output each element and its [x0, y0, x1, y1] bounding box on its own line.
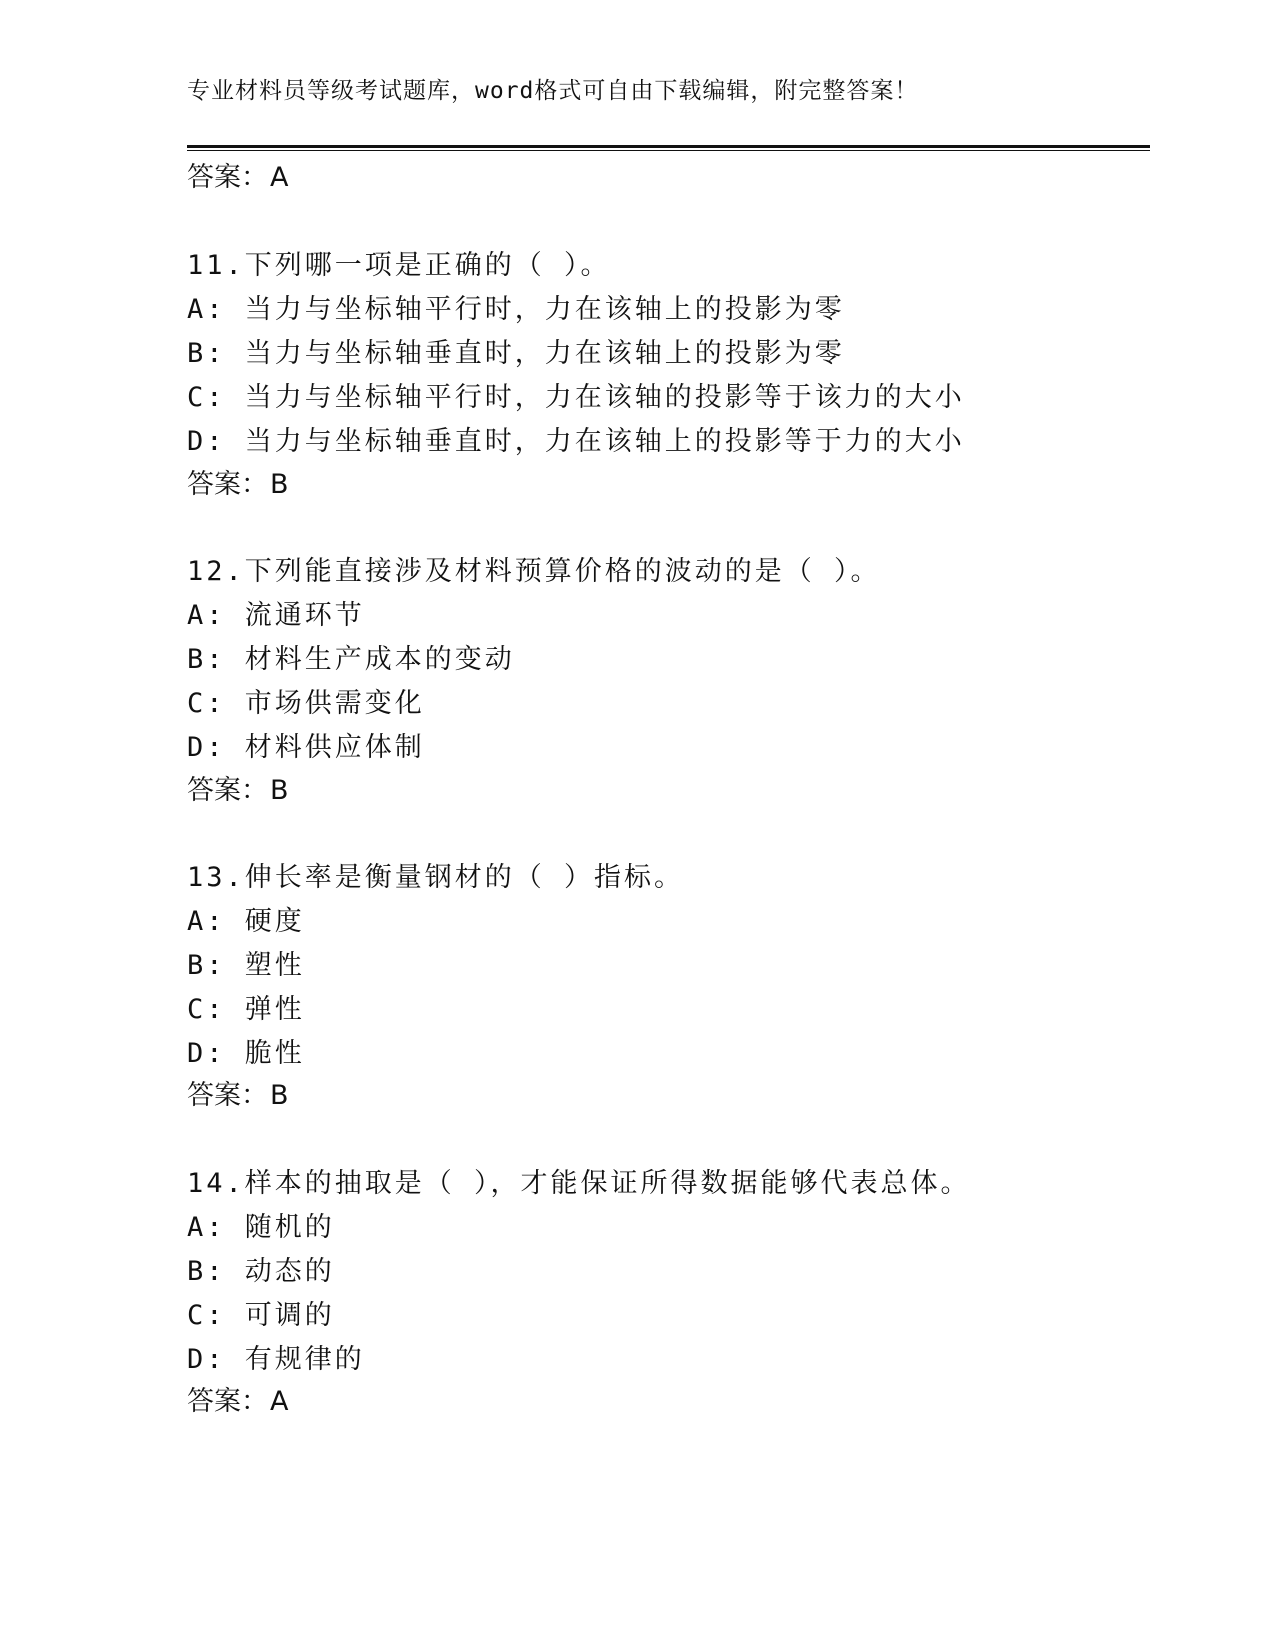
answer-value: A — [270, 1386, 289, 1417]
question-stem: 14.样本的抽取是（ ），才能保证所得数据能够代表总体。 — [187, 1168, 971, 1199]
option-d: D: 材料供应体制 — [187, 732, 425, 763]
option-c: C: 市场供需变化 — [187, 688, 425, 719]
option-d: D: 有规律的 — [187, 1344, 365, 1375]
page-header: 专业材料员等级考试题库，word格式可自由下载编辑，附完整答案！ — [187, 78, 919, 104]
option-c: C: 弹性 — [187, 994, 305, 1025]
answer-line — [187, 768, 289, 807]
option-b: B: 动态的 — [187, 1256, 335, 1287]
answer-line — [187, 462, 289, 501]
option-c: C: 可调的 — [187, 1300, 335, 1331]
question-stem: 11.下列哪一项是正确的（ ）。 — [187, 250, 611, 281]
header-divider — [187, 145, 1150, 151]
option-b: B: 塑性 — [187, 950, 305, 981]
answer-line — [187, 1073, 289, 1112]
answer-value: B — [270, 775, 289, 806]
answer-value: B — [270, 1080, 289, 1111]
answer-label: 答案： — [187, 162, 268, 193]
answer-label: 答案： — [187, 1386, 268, 1417]
option-d: D: 脆性 — [187, 1038, 305, 1069]
option-a: A: 当力与坐标轴平行时，力在该轴上的投影为零 — [187, 294, 845, 325]
question-stem: 12.下列能直接涉及材料预算价格的波动的是（ ）。 — [187, 556, 881, 587]
answer-label: 答案： — [187, 775, 268, 806]
option-d: D: 当力与坐标轴垂直时，力在该轴上的投影等于力的大小 — [187, 426, 965, 457]
answer-label: 答案： — [187, 1080, 268, 1111]
option-c: C: 当力与坐标轴平行时，力在该轴的投影等于该力的大小 — [187, 382, 965, 413]
option-a: A: 流通环节 — [187, 600, 365, 631]
answer-value: A — [270, 162, 289, 193]
answer-line — [187, 155, 288, 194]
option-b: B: 当力与坐标轴垂直时，力在该轴上的投影为零 — [187, 338, 845, 369]
option-b: B: 材料生产成本的变动 — [187, 644, 515, 675]
answer-value: B — [270, 469, 289, 500]
answer-label: 答案： — [187, 469, 268, 500]
question-stem: 13.伸长率是衡量钢材的（ ）指标。 — [187, 862, 685, 893]
option-a: A: 硬度 — [187, 906, 305, 937]
option-a: A: 随机的 — [187, 1212, 335, 1243]
answer-line — [187, 1379, 288, 1418]
